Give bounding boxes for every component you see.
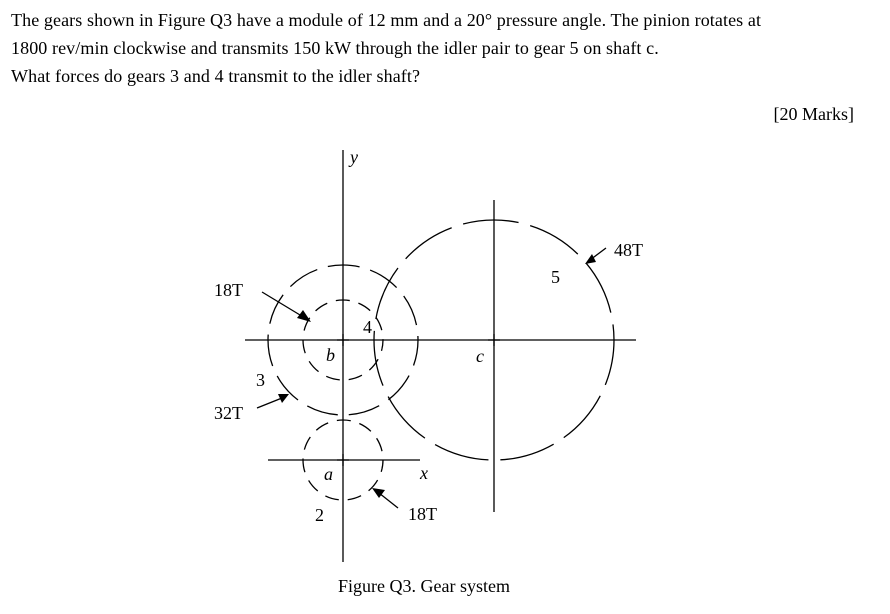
gear-2-teeth-leader [379, 493, 398, 508]
x-axis-label: x [420, 463, 428, 483]
gear-4-teeth-label: 18T [214, 280, 243, 300]
shaft-b-label: b [326, 345, 335, 365]
gear-2-number: 2 [315, 505, 324, 525]
gear-2-teeth-label: 18T [408, 504, 437, 524]
gear-3-teeth-label: 32T [214, 403, 243, 423]
question-line-3: What forces do gears 3 and 4 transmit to the idler shaft? [11, 66, 421, 86]
gear-3-teeth-leader [257, 398, 282, 408]
gear-4-number: 4 [363, 317, 372, 337]
marks-label: [20 Marks] [773, 104, 854, 124]
shaft-a-label: a [324, 464, 333, 484]
gear-5-number: 5 [551, 267, 560, 287]
question-line-2: 1800 rev/min clockwise and transmits 150 kW through the idler pair to gear 5 on shaft c. [11, 38, 659, 58]
shaft-c-label: c [476, 346, 484, 366]
y-axis-label: y [350, 147, 358, 167]
gear-4-arrowhead [297, 310, 311, 322]
gear-5-arrowhead [585, 254, 596, 264]
gear-5-teeth-label: 48T [614, 240, 643, 260]
gear-3-number: 3 [256, 370, 265, 390]
gear-4-teeth-leader [262, 292, 305, 318]
question-line-1: The gears shown in Figure Q3 have a module of 12 mm and a 20° pressure angle. The pinion rotates at [11, 10, 762, 30]
figure-caption: Figure Q3. Gear system [338, 576, 510, 596]
